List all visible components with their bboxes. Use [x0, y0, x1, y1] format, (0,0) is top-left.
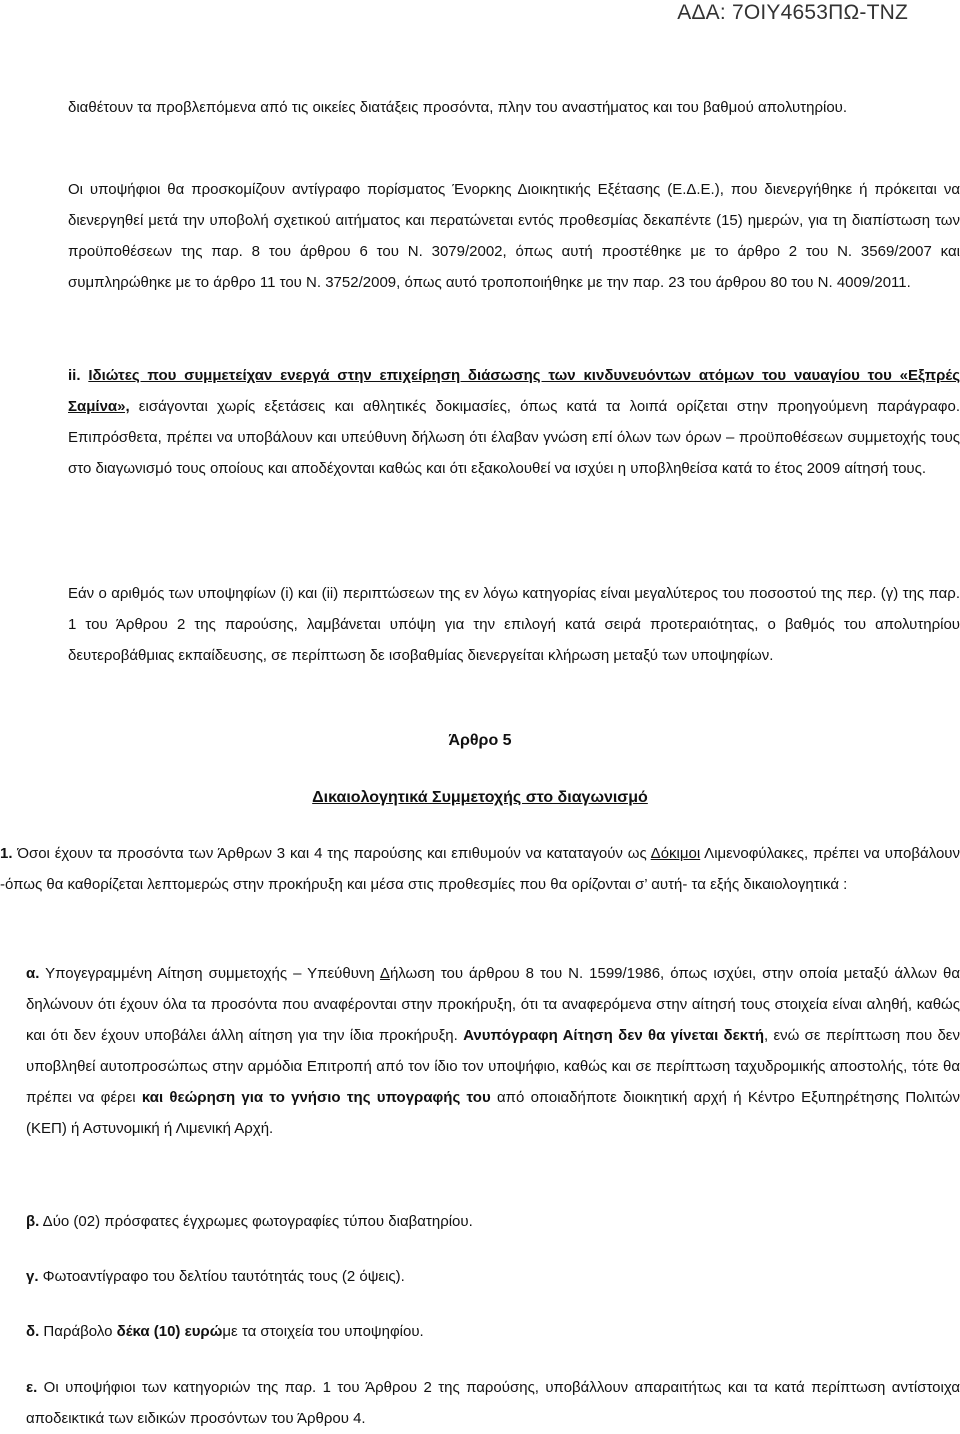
- item-a-text-4: από οποιαδήποτε διοικητική αρχή ή Κέντρο Εξυπηρέτησης Πολιτών (ΚΕΠ) ή Αστυνομική ή Λιμενική Αρχή.: [26, 1089, 960, 1137]
- item-d-marker: δ.: [26, 1323, 40, 1340]
- item-c-marker: γ.: [26, 1268, 39, 1285]
- ada-code: ΑΔΑ: 7ΟΙΥ4653ΠΩ-ΤΝΖ: [677, 1, 908, 24]
- paragraph-1: [0, 838, 960, 900]
- item-ii-marker: ii.: [68, 367, 81, 384]
- continuation-paragraph: διαθέτουν τα προβλεπόμενα από τις οικείες διατάξεις προσόντα, πλην του αναστήματος και του βαθμού απολυτηρίου.: [68, 99, 848, 116]
- item-a-bold-2: και θεώρηση για το γνήσιο της υπογραφής του: [141, 1089, 491, 1106]
- item-a-text-3: , ενώ σε περίπτωση που δεν υποβληθεί αυτοπροσώπως στην αρμόδια Επιτροπή από τον ίδιο τον υποψήφιο, καθώς και σε περίπτωση ταχυδρομικής αποστολής, τότε θα πρέπει να φέρει: [26, 1027, 960, 1106]
- item-ii-text: εισάγονται χωρίς εξετάσεις και αθλητικές δοκιμασίες, όπως κατά τα λοιπά ορίζεται στην προηγούμενη παράγραφο. Επιπρόσθετα, πρέπει να υποβάλουν και υπεύθυνη δήλωση ότι έλαβαν γνώση επί όλων των όρων – προϋποθέσεων συμμετοχής τους στο διαγωνισμό τους οποίους και αποδέχονται καθώς και ότι εξακολουθεί να ισχύει η υποβληθείσα κατά το έτος 2009 αίτησή τους.: [68, 398, 960, 477]
- item-d-paragraph: [26, 1316, 960, 1347]
- item-d-bold: δέκα (10) ευρώ: [116, 1323, 223, 1340]
- item-a-paragraph: [26, 958, 960, 1144]
- item-a-text-1: Υπογεγραμμένη Αίτηση συμμετοχής – Υπεύθυνη: [39, 965, 380, 982]
- item-c-text: Φωτοαντίγραφο του δελτίου ταυτότητάς τους (2 όψεις).: [38, 1268, 405, 1285]
- article-title: Άρθρο 5: [448, 732, 512, 749]
- item-e-text: Οι υποψήφιοι των κατηγοριών της παρ. 1 του Άρθρου 2 της παρούσης, υποβάλλουν απαραιτήτως και τα κατά περίπτωση αντίστοιχα αποδεικτικά των ειδικών προσόντων του Άρθρου 4.: [26, 1379, 960, 1427]
- item-ii-paragraph: [68, 360, 960, 484]
- item-a-bold-1: Ανυπόγραφη Αίτηση δεν θα γίνεται δεκτή: [463, 1027, 764, 1044]
- item-a-underlined: Δ: [379, 965, 390, 982]
- item-b-marker: β.: [26, 1213, 40, 1230]
- item-b-text: Δύο (02) πρόσφατες έγχρωμες φωτογραφίες τύπου διαβατηρίου.: [39, 1213, 473, 1230]
- paragraph-1-marker: 1.: [0, 845, 13, 862]
- ede-paragraph: Οι υποψήφιοι θα προσκομίζουν αντίγραφο πορίσματος Ένορκης Διοικητικής Εξέτασης (Ε.Δ.Ε.), που διενεργήθηκε ή πρόκειται να διενεργηθεί μετά την υποβολή σχετικού αιτήματος και περατώνεται εντός προθεσμίας δεκαπέντε (15) ημερών, για τη διαπίστωση των προϋποθέσεων της παρ. 8 του άρθρου 6 του Ν. 3079/2002, όπως αυτή προστέθηκε με το άρθρο 2 του Ν. 3569/2007 και συμπληρώθηκε με το άρθρο 11 του Ν. 3752/2009, όπως αυτό τροποποιήθηκε με την παρ. 23 του άρθρου 80 του Ν. 4009/2011.: [68, 181, 960, 291]
- paragraph-1-text-a: Όσοι έχουν τα προσόντα των Άρθρων 3 και 4 της παρούσης και επιθυμούν να καταταγούν ως: [12, 845, 651, 862]
- article-subtitle: Δικαιολογητικά Συμμετοχής στο διαγωνισμό: [312, 789, 648, 806]
- item-d-text-1: Παράβολο: [39, 1323, 117, 1340]
- item-b-paragraph: [26, 1206, 960, 1237]
- item-e-marker: ε.: [26, 1379, 38, 1396]
- paragraph-1-underlined: Δόκιμοι: [650, 845, 701, 862]
- ranking-paragraph: Εάν ο αριθμός των υποψηφίων (i) και (ii) περιπτώσεων της εν λόγω κατηγορίας είναι μεγαλύτερος του ποσοστού της περ. (γ) της παρ. 1 του Άρθρου 2 της παρούσης, λαμβάνεται υπόψη για την επιλογή κατά σειρά προτεραιότητας, ο βαθμός του απολυτηρίου δευτεροβάθμιας εκπαίδευσης, σε περίπτωση δε ισοβαθμίας διενεργείται κλήρωση μεταξύ των υποψηφίων.: [68, 585, 960, 664]
- item-a-text-2: ήλωση του άρθρου 8 του Ν. 1599/1986, όπως ισχύει, στην οποία μεταξύ άλλων θα δηλώνουν ότι έχουν όλα τα προσόντα που αναφέρονται στην προκήρυξη, ότι τα αναφερόμενα στην αίτησή τους στοιχεία είναι αληθή, καθώς και ότι δεν έχουν υποβάλει άλλη αίτηση για την ίδια προκήρυξη.: [26, 965, 960, 1044]
- item-e-paragraph: [26, 1372, 960, 1434]
- item-d-text-2: με τα στοιχεία του υποψηφίου.: [222, 1323, 424, 1340]
- item-a-marker: α.: [26, 965, 40, 982]
- paragraph-1-text-b: Λιμενοφύλακες, πρέπει να υποβάλουν -όπως θα καθορίζεται λεπτομερώς στην προκήρυξη και μέσα στις προθεσμίες που θα ορίζονται σ’ αυτή- τα εξής δικαιολογητικά :: [0, 845, 960, 893]
- item-c-paragraph: [26, 1261, 960, 1292]
- item-ii-heading: Ιδιώτες που συμμετείχαν ενεργά στην επιχείρηση διάσωσης των κινδυνευόντων ατόμων του ναυαγίου του «Εξπρές Σαμίνα»,: [68, 367, 960, 415]
